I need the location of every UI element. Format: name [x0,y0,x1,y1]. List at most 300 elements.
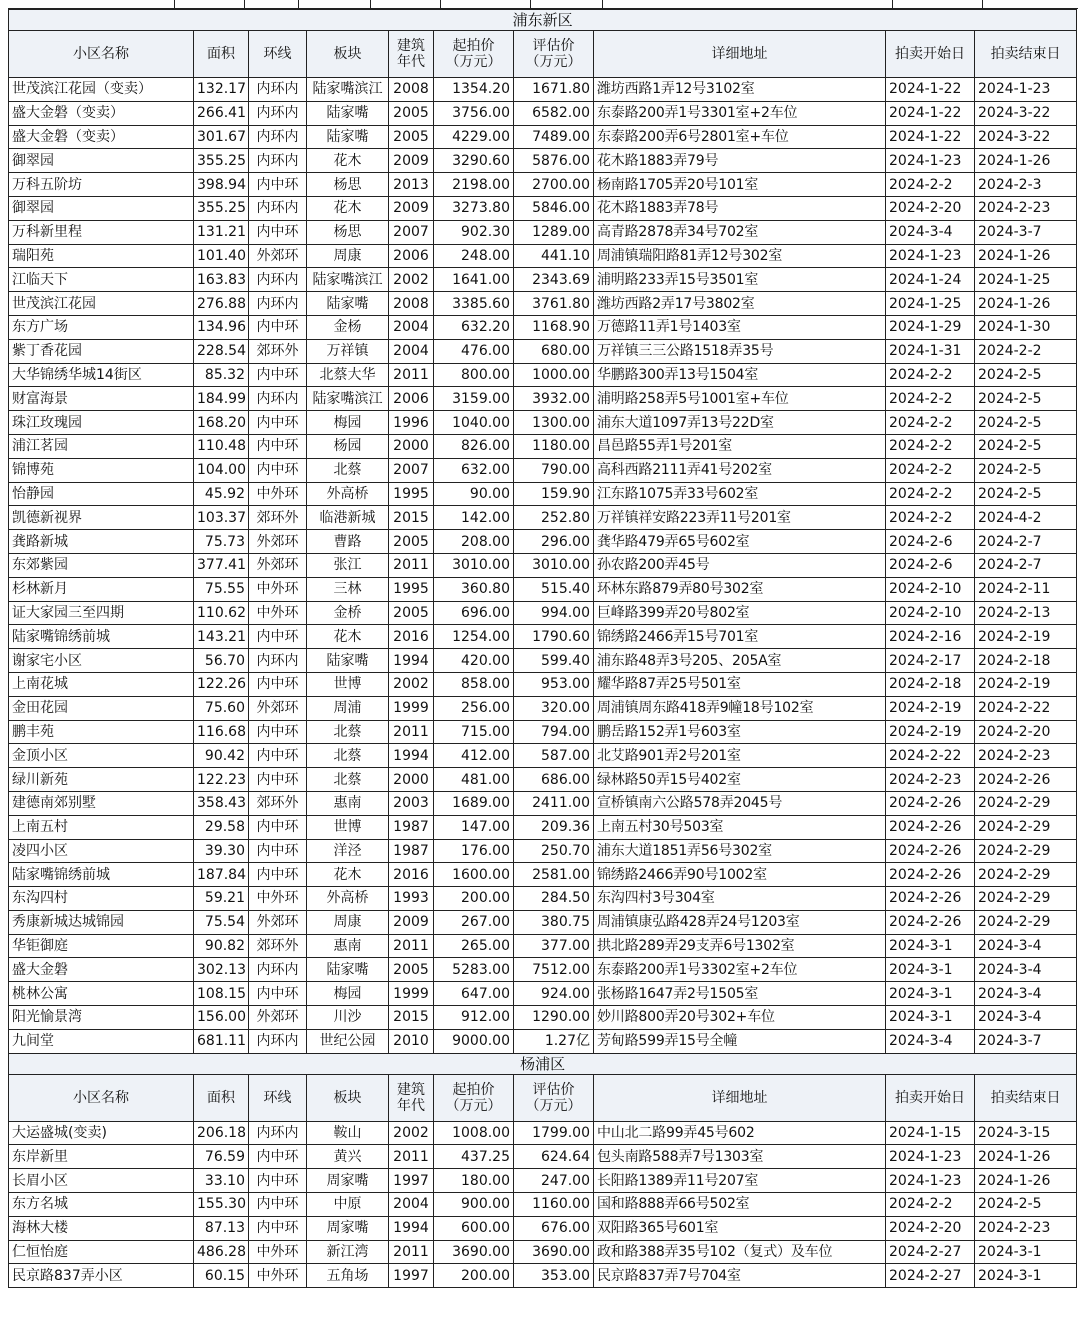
community-name-cell: 仁恒怡庭 [9,1240,194,1264]
column-header-auction-start-date: 拍卖开始日 [886,1074,975,1121]
appraised-price-cell: 924.00 [514,982,594,1006]
auction-end-date-cell: 2024-3-4 [975,934,1077,958]
auction-start-date-cell: 2024-2-2 [886,458,975,482]
ring-zone-cell: 内环内 [249,1121,307,1145]
address-cell: 周浦镇康弘路428弄24号1203室 [594,910,886,934]
appraised-price-cell: 3010.00 [514,553,594,577]
ring-zone-cell: 内中环 [249,863,307,887]
community-name-cell: 万科新里程 [9,220,194,244]
ring-zone-cell: 郊环外 [249,339,307,363]
area-cell: 45.92 [194,482,249,506]
auction-start-date-cell: 2024-1-15 [886,1121,975,1145]
ring-zone-cell: 内中环 [249,982,307,1006]
community-name-cell: 东岸新里 [9,1145,194,1169]
start-price-cell: 647.00 [434,982,514,1006]
table-row [9,434,1077,458]
area-cell: 110.62 [194,601,249,625]
area-cell: 131.21 [194,220,249,244]
auction-end-date-cell: 2024-1-26 [975,292,1077,316]
ring-zone-cell: 内环内 [249,196,307,220]
build-year-cell: 1987 [389,839,434,863]
address-cell: 昌邑路55弄1号201室 [594,434,886,458]
community-name-cell: 珠江玫瑰园 [9,411,194,435]
community-name-cell: 万科五阶坊 [9,173,194,197]
auction-end-date-cell: 2024-2-5 [975,1193,1077,1217]
auction-start-date-cell: 2024-2-2 [886,363,975,387]
auction-start-date-cell: 2024-2-23 [886,768,975,792]
start-price-cell: 3159.00 [434,387,514,411]
auction-end-date-cell: 2024-3-4 [975,958,1077,982]
build-year-cell: 2008 [389,78,434,102]
district-title: 浦东新区 [9,10,1077,31]
appraised-price-cell: 1290.00 [514,1006,594,1030]
auction-end-date-cell: 2024-3-15 [975,1121,1077,1145]
area-cell: 301.67 [194,125,249,149]
ring-zone-cell: 中外环 [249,601,307,625]
auction-end-date-cell: 2024-2-5 [975,482,1077,506]
auction-start-date-cell: 2024-2-2 [886,506,975,530]
sector-cell: 北蔡 [307,744,389,768]
community-name-cell: 浦江茗园 [9,434,194,458]
area-cell: 60.15 [194,1264,249,1288]
column-header-auction-end-date: 拍卖结束日 [975,1074,1077,1121]
ring-zone-cell: 内环内 [249,649,307,673]
build-year-cell: 2016 [389,863,434,887]
address-cell: 双阳路365号601室 [594,1216,886,1240]
appraised-price-cell: 515.40 [514,577,594,601]
column-header-appraised-price: 评估价 （万元） [514,1074,594,1121]
sector-cell: 万祥镇 [307,339,389,363]
auction-end-date-cell: 2024-2-29 [975,815,1077,839]
auction-end-date-cell: 2024-2-20 [975,720,1077,744]
address-cell: 高青路2878弄34号702室 [594,220,886,244]
start-price-cell: 696.00 [434,601,514,625]
address-cell: 长阳路1389弄11号207室 [594,1169,886,1193]
appraised-price-cell: 3690.00 [514,1240,594,1264]
appraised-price-cell: 353.00 [514,1264,594,1288]
sector-cell: 外高桥 [307,482,389,506]
column-header-appraised-price: 评估价 （万元） [514,31,594,78]
sector-cell: 陆家嘴滨江 [307,268,389,292]
ring-zone-cell: 外郊环 [249,553,307,577]
auction-start-date-cell: 2024-2-6 [886,553,975,577]
column-header-start-price: 起拍价 （万元） [434,1074,514,1121]
table-row [9,411,1077,435]
table-row [9,958,1077,982]
table-row [9,791,1077,815]
appraised-price-cell: 2343.69 [514,268,594,292]
ring-zone-cell: 内中环 [249,720,307,744]
start-price-cell: 256.00 [434,696,514,720]
community-name-cell: 阳光愉景湾 [9,1006,194,1030]
auction-end-date-cell: 2024-3-4 [975,982,1077,1006]
start-price-cell: 437.25 [434,1145,514,1169]
table-row [9,1193,1077,1217]
auction-start-date-cell: 2024-2-26 [886,815,975,839]
column-header-ring-zone: 环线 [249,1074,307,1121]
community-name-cell: 东沟四村 [9,887,194,911]
area-cell: 85.32 [194,363,249,387]
table-row [9,815,1077,839]
column-header-auction-end-date: 拍卖结束日 [975,31,1077,78]
table-row [9,173,1077,197]
sector-cell: 三林 [307,577,389,601]
auction-end-date-cell: 2024-2-7 [975,553,1077,577]
appraised-price-cell: 296.00 [514,530,594,554]
start-price-cell: 632.20 [434,315,514,339]
build-year-cell: 2011 [389,934,434,958]
column-header-ring-zone: 环线 [249,31,307,78]
table-row [9,982,1077,1006]
table-row [9,101,1077,125]
address-cell: 万祥镇祥安路223弄11号201室 [594,506,886,530]
table-row [9,78,1077,102]
start-price-cell: 3690.00 [434,1240,514,1264]
appraised-price-cell: 3761.80 [514,292,594,316]
build-year-cell: 2008 [389,292,434,316]
auction-end-date-cell: 2024-2-19 [975,625,1077,649]
area-cell: 143.21 [194,625,249,649]
ring-zone-cell: 内中环 [249,363,307,387]
ring-zone-cell: 内中环 [249,815,307,839]
appraised-price-cell: 441.10 [514,244,594,268]
address-cell: 政和路388弄35号102（复式）及车位 [594,1240,886,1264]
ring-zone-cell: 内中环 [249,1193,307,1217]
build-year-cell: 2005 [389,125,434,149]
area-cell: 110.48 [194,434,249,458]
area-cell: 377.41 [194,553,249,577]
ring-zone-cell: 郊环外 [249,506,307,530]
address-cell: 江东路1075弄33号602室 [594,482,886,506]
area-cell: 116.68 [194,720,249,744]
ring-zone-cell: 中外环 [249,1264,307,1288]
sector-cell: 北蔡 [307,720,389,744]
start-price-cell: 3010.00 [434,553,514,577]
column-header-sector: 板块 [307,31,389,78]
address-cell: 浦东大道1097弄13号22D室 [594,411,886,435]
community-name-cell: 上南花城 [9,672,194,696]
auction-start-date-cell: 2024-1-23 [886,244,975,268]
area-cell: 29.58 [194,815,249,839]
address-cell: 龚华路479弄65号602室 [594,530,886,554]
area-cell: 228.54 [194,339,249,363]
build-year-cell: 1997 [389,1169,434,1193]
ring-zone-cell: 外郊环 [249,244,307,268]
area-cell: 103.37 [194,506,249,530]
build-year-cell: 1995 [389,482,434,506]
table-row [9,1264,1077,1288]
appraised-price-cell: 1289.00 [514,220,594,244]
appraised-price-cell: 2700.00 [514,173,594,197]
community-name-cell: 鹏丰苑 [9,720,194,744]
community-name-cell: 龚路新城 [9,530,194,554]
table-row [9,220,1077,244]
auction-table [8,9,1077,1288]
community-name-cell: 御翠园 [9,196,194,220]
area-cell: 33.10 [194,1169,249,1193]
ring-zone-cell: 内环内 [249,1029,307,1053]
ring-zone-cell: 外郊环 [249,530,307,554]
start-price-cell: 826.00 [434,434,514,458]
auction-end-date-cell: 2024-3-7 [975,1029,1077,1053]
ring-zone-cell: 内中环 [249,458,307,482]
sector-cell: 惠南 [307,791,389,815]
sector-cell: 杨思 [307,220,389,244]
table-row [9,244,1077,268]
auction-start-date-cell: 2024-2-22 [886,744,975,768]
area-cell: 155.30 [194,1193,249,1217]
appraised-price-cell: 2411.00 [514,791,594,815]
auction-end-date-cell: 2024-2-5 [975,458,1077,482]
auction-start-date-cell: 2024-1-29 [886,315,975,339]
auction-end-date-cell: 2024-2-5 [975,411,1077,435]
address-cell: 孙农路200弄45号 [594,553,886,577]
appraised-price-cell: 284.50 [514,887,594,911]
build-year-cell: 2011 [389,363,434,387]
community-name-cell: 桃林公寓 [9,982,194,1006]
address-cell: 北艾路901弄2号201室 [594,744,886,768]
auction-end-date-cell: 2024-1-26 [975,244,1077,268]
sector-cell: 周浦 [307,696,389,720]
sector-cell: 世纪公园 [307,1029,389,1053]
area-cell: 90.42 [194,744,249,768]
community-name-cell: 盛大金磐（变卖） [9,125,194,149]
start-price-cell: 248.00 [434,244,514,268]
auction-end-date-cell: 2024-1-23 [975,78,1077,102]
community-name-cell: 建德南郊别墅 [9,791,194,815]
appraised-price-cell: 1160.00 [514,1193,594,1217]
auction-start-date-cell: 2024-3-1 [886,1006,975,1030]
area-cell: 59.21 [194,887,249,911]
sector-cell: 花木 [307,149,389,173]
auction-start-date-cell: 2024-2-27 [886,1240,975,1264]
auction-end-date-cell: 2024-2-19 [975,672,1077,696]
auction-start-date-cell: 2024-2-2 [886,434,975,458]
start-price-cell: 800.00 [434,363,514,387]
cropped-previous-row [8,0,1078,9]
start-price-cell: 176.00 [434,839,514,863]
auction-end-date-cell: 2024-2-11 [975,577,1077,601]
sector-cell: 金杨 [307,315,389,339]
auction-start-date-cell: 2024-2-26 [886,887,975,911]
start-price-cell: 600.00 [434,1216,514,1240]
appraised-price-cell: 680.00 [514,339,594,363]
address-cell: 芳甸路599弄15号全幢 [594,1029,886,1053]
start-price-cell: 912.00 [434,1006,514,1030]
address-cell: 耀华路87弄25号501室 [594,672,886,696]
area-cell: 76.59 [194,1145,249,1169]
table-row [9,125,1077,149]
address-cell: 巨峰路399弄20号802室 [594,601,886,625]
appraised-price-cell: 5846.00 [514,196,594,220]
auction-start-date-cell: 2024-2-27 [886,1264,975,1288]
ring-zone-cell: 中外环 [249,577,307,601]
build-year-cell: 2005 [389,101,434,125]
auction-start-date-cell: 2024-2-26 [886,910,975,934]
start-price-cell: 147.00 [434,815,514,839]
table-row [9,649,1077,673]
auction-end-date-cell: 2024-2-18 [975,649,1077,673]
sector-cell: 陆家嘴 [307,125,389,149]
ring-zone-cell: 内环内 [249,268,307,292]
start-price-cell: 142.00 [434,506,514,530]
build-year-cell: 2011 [389,553,434,577]
community-name-cell: 盛大金磐 [9,958,194,982]
sector-cell: 张江 [307,553,389,577]
table-row [9,672,1077,696]
auction-start-date-cell: 2024-2-20 [886,196,975,220]
start-price-cell: 360.80 [434,577,514,601]
build-year-cell: 2000 [389,434,434,458]
auction-start-date-cell: 2024-3-1 [886,982,975,1006]
table-row [9,934,1077,958]
sector-cell: 陆家嘴 [307,101,389,125]
ring-zone-cell: 内中环 [249,173,307,197]
auction-end-date-cell: 2024-2-23 [975,744,1077,768]
auction-start-date-cell: 2024-2-2 [886,173,975,197]
appraised-price-cell: 320.00 [514,696,594,720]
ring-zone-cell: 中外环 [249,1240,307,1264]
table-row [9,196,1077,220]
area-cell: 681.11 [194,1029,249,1053]
start-price-cell: 200.00 [434,1264,514,1288]
address-cell: 东泰路200弄6号2801室+车位 [594,125,886,149]
auction-end-date-cell: 2024-2-29 [975,791,1077,815]
build-year-cell: 2011 [389,720,434,744]
area-cell: 132.17 [194,78,249,102]
auction-start-date-cell: 2024-1-31 [886,339,975,363]
appraised-price-cell: 2581.00 [514,863,594,887]
auction-end-date-cell: 2024-2-7 [975,530,1077,554]
community-name-cell: 怡静园 [9,482,194,506]
table-row [9,863,1077,887]
appraised-price-cell: 1000.00 [514,363,594,387]
start-price-cell: 5283.00 [434,958,514,982]
address-cell: 环林东路879弄80号302室 [594,577,886,601]
auction-end-date-cell: 2024-1-26 [975,149,1077,173]
auction-start-date-cell: 2024-1-23 [886,149,975,173]
appraised-price-cell: 686.00 [514,768,594,792]
sector-cell: 北蔡 [307,458,389,482]
auction-end-date-cell: 2024-2-2 [975,339,1077,363]
build-year-cell: 2006 [389,387,434,411]
area-cell: 187.84 [194,863,249,887]
build-year-cell: 2011 [389,1240,434,1264]
start-price-cell: 1689.00 [434,791,514,815]
auction-end-date-cell: 2024-2-3 [975,173,1077,197]
table-row [9,768,1077,792]
area-cell: 75.73 [194,530,249,554]
sector-cell: 新江湾 [307,1240,389,1264]
address-cell: 东泰路200弄1号3302室+2车位 [594,958,886,982]
appraised-price-cell: 1180.00 [514,434,594,458]
address-cell: 东泰路200弄1号3301室+2车位 [594,101,886,125]
appraised-price-cell: 159.90 [514,482,594,506]
auction-end-date-cell: 2024-3-22 [975,125,1077,149]
community-name-cell: 海林大楼 [9,1216,194,1240]
ring-zone-cell: 外郊环 [249,910,307,934]
appraised-price-cell: 953.00 [514,672,594,696]
community-name-cell: 盛大金磐（变卖） [9,101,194,125]
column-header-area: 面积 [194,1074,249,1121]
ring-zone-cell: 内中环 [249,672,307,696]
auction-end-date-cell: 2024-2-22 [975,696,1077,720]
column-header-community-name: 小区名称 [9,1074,194,1121]
auction-start-date-cell: 2024-2-10 [886,601,975,625]
auction-start-date-cell: 2024-3-1 [886,934,975,958]
build-year-cell: 2005 [389,601,434,625]
column-header-start-price: 起拍价 （万元） [434,31,514,78]
area-cell: 122.23 [194,768,249,792]
build-year-cell: 2005 [389,530,434,554]
sector-cell: 陆家嘴 [307,292,389,316]
table-row [9,387,1077,411]
table-row [9,577,1077,601]
address-cell: 妙川路800弄20号302+车位 [594,1006,886,1030]
auction-end-date-cell: 2024-2-23 [975,196,1077,220]
sector-cell: 周家嘴 [307,1169,389,1193]
auction-start-date-cell: 2024-3-4 [886,1029,975,1053]
community-name-cell: 金田花园 [9,696,194,720]
build-year-cell: 1999 [389,982,434,1006]
auction-end-date-cell: 2024-2-29 [975,863,1077,887]
area-cell: 206.18 [194,1121,249,1145]
auction-start-date-cell: 2024-1-22 [886,101,975,125]
build-year-cell: 2005 [389,958,434,982]
start-price-cell: 4229.00 [434,125,514,149]
community-name-cell: 紫丁香花园 [9,339,194,363]
build-year-cell: 2009 [389,910,434,934]
table-row [9,625,1077,649]
appraised-price-cell: 3932.00 [514,387,594,411]
ring-zone-cell: 中外环 [249,482,307,506]
sector-cell: 北蔡 [307,768,389,792]
auction-end-date-cell: 2024-2-13 [975,601,1077,625]
start-price-cell: 412.00 [434,744,514,768]
auction-end-date-cell: 2024-3-1 [975,1240,1077,1264]
district-title: 杨浦区 [9,1053,1077,1074]
start-price-cell: 1040.00 [434,411,514,435]
sector-cell: 杨思 [307,173,389,197]
area-cell: 90.82 [194,934,249,958]
auction-start-date-cell: 2024-2-26 [886,791,975,815]
community-name-cell: 大运盛城(变卖) [9,1121,194,1145]
table-row [9,339,1077,363]
community-name-cell: 民京路837弄小区 [9,1264,194,1288]
area-cell: 398.94 [194,173,249,197]
auction-start-date-cell: 2024-1-23 [886,1145,975,1169]
start-price-cell: 3273.80 [434,196,514,220]
table-row [9,839,1077,863]
address-cell: 张杨路1647弄2号1505室 [594,982,886,1006]
build-year-cell: 2006 [389,244,434,268]
area-cell: 56.70 [194,649,249,673]
start-price-cell: 858.00 [434,672,514,696]
ring-zone-cell: 内中环 [249,1216,307,1240]
auction-start-date-cell: 2024-2-19 [886,720,975,744]
build-year-cell: 1994 [389,744,434,768]
ring-zone-cell: 内环内 [249,101,307,125]
build-year-cell: 2002 [389,1121,434,1145]
sector-cell: 周康 [307,910,389,934]
area-cell: 276.88 [194,292,249,316]
sector-cell: 陆家嘴滨江 [307,387,389,411]
auction-end-date-cell: 2024-2-29 [975,887,1077,911]
start-price-cell: 902.30 [434,220,514,244]
sector-cell: 杨园 [307,434,389,458]
community-name-cell: 东方广场 [9,315,194,339]
ring-zone-cell: 郊环外 [249,791,307,815]
